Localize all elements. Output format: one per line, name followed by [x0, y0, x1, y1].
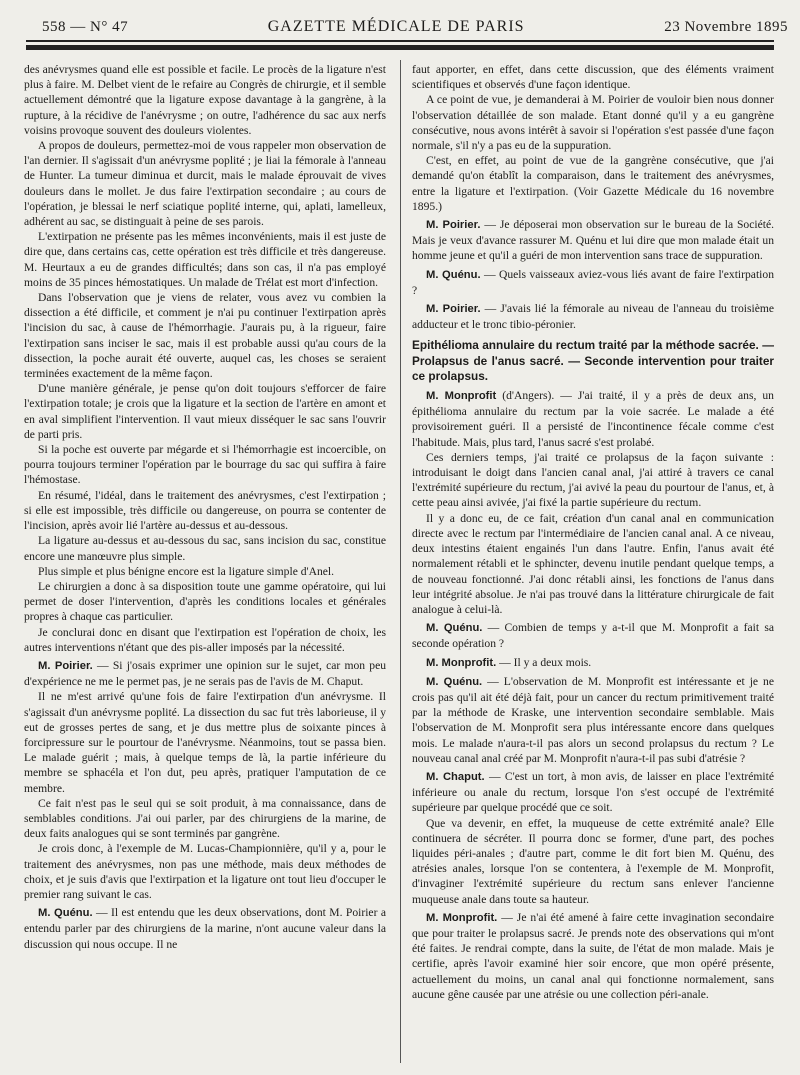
- issue-date: 23 Novembre 1895: [664, 18, 788, 35]
- speaker-name: M. Monprofit: [426, 390, 497, 403]
- paragraph: Il ne m'est arrivé qu'une fois de faire l'extirpation d'un anévrysme. Il s'agissait d'un anévrysme poplité. La dissection du sac fut très laborieuse, il y eut de grosses pertes de sang, et je dus mettre plus de soixante pinces à forcipressure sur le pourtour de l'anévrysme. Néanmoins, tout se passa bien. Le malade guérit ; mais, à quelque temps de là, la partie inférieure du membre se sphacéla et l'on dut, peu après, pratiquer l'amputation de ce membre.: [24, 690, 386, 795]
- speaker-paragraph: [412, 769, 774, 816]
- speaker-paragraph: [24, 905, 386, 952]
- speaker-name: M. Quénu.: [426, 622, 483, 635]
- speaker-paragraph: [412, 674, 774, 766]
- speaker-text: — Si j'osais exprimer une opinion sur le sujet, car mon peu d'expérience ne me le permet pas, je ne serais pas de l'avis de M. Chaput.: [24, 658, 386, 689]
- paragraph: Je crois donc, à l'exemple de M. Lucas-Championnière, qu'il y a, pour le traitement des anévrysmes, non pas une méthode, mais deux méthodes de choix, et je suis d'avis que l'extirpation et la ligature ont tout lieu d'occuper le premier rang suivant le cas.: [24, 842, 386, 901]
- speaker-text: — Je n'ai été amené à faire cette invagination secondaire que pour traiter le prolapsus sacré. Je prends note des observations qui m'ont été faites. Je rendrai compte, dans la suite, de l'état de mon malade. Mais je certifie, après l'avoir examiné hier soir encore, que mon opéré présente, actuellement du moins, un canal anal qui fonctionne normalement, sans aucune gêne causée par une atrésie ou une collection péri-anale.: [412, 910, 774, 1001]
- speaker-paragraph: [412, 301, 774, 332]
- speaker-name: M. Poirier.: [38, 659, 93, 672]
- paragraph: A ce point de vue, je demanderai à M. Poirier de vouloir bien nous donner l'observation détaillée de son malade. Etant donné qu'il y a eu gangrène consécutive, nous avons intérêt à savoir si l'opération s'est passée d'une façon normale, s'il n'y a pas eu de la suppuration.: [412, 93, 774, 153]
- paragraph: C'est, en effet, au point de vue de la gangrène consécutive, que j'ai demandé qu'on établît la comparaison, dans le traitement des anévrysmes, entre la ligature et l'extirpation. (Voir Gazette Médicale du 16 novembre 1895.): [412, 154, 774, 213]
- paragraph: Le chirurgien a donc à sa disposition toute une gamme opératoire, qui lui permet de doser l'intervention, d'après les conditions locales et générales propres à chaque cas particulier.: [24, 579, 386, 624]
- speaker-paragraph: [412, 267, 774, 298]
- paragraph: faut apporter, en effet, dans cette discussion, que des éléments vraiment scientifiques et observés d'une façon identique.: [412, 63, 774, 92]
- speaker-name: M. Quénu.: [38, 907, 93, 920]
- paragraph: A propos de douleurs, permettez-moi de vous rappeler mon observation de l'an dernier. Il s'agissait d'un anévrysme poplité ; je liai la fémorale à l'anneau de Hunter. La tumeur diminua et durcit, mais le malade éprouvait de vives douleurs dans le mollet. Je dus faire l'extirpation secondaire ; au cours de l'opération, je blessai le nerf sciatique poplité interne, qui, aplati, lamelleux, adhérent au sac, se distinguait à peine de ses parois.: [24, 139, 386, 229]
- paragraph: Que va devenir, en effet, la muqueuse de cette extrémité anale? Elle continuera de sécréter. Il pourra donc se former, d'une part, des poches liquides péri-anales ; d'autre part, comme le dit fort bien M. Quénu, des atrésies anales, lorsque l'on se contentera, à l'exemple de M. Monprofit, d'invaginer l'extrémité supérieure du rectum sans enlever l'ancienne muqueuse anale dans toute sa hauteur.: [412, 816, 774, 906]
- speaker-paragraph: [24, 658, 386, 689]
- speaker-name: M. Quénu.: [426, 268, 481, 281]
- paragraph: En résumé, l'idéal, dans le traitement des anévrysmes, c'est l'extirpation ; si elle est impossible, très difficile ou dangereuse, on pourra se contenter de l'incision, après avoir lié l'artère au-dessus et au-dessous.: [24, 488, 386, 533]
- speaker-text: (d'Angers). — J'ai traité, il y a près de deux ans, un épithélioma annulaire du rectum par la voie sacrée. Le malade a été provisoirement guéri. Il a persisté de l'incontinence fécale comme c'est l'habitude. Mais, plus tard, l'anus sacré s'est prolabé.: [412, 389, 774, 449]
- paragraph: des anévrysmes quand elle est possible et facile. Le procès de la ligature n'est plus à faire. M. Delbet vient de le refaire au Congrès de chirurgie, et il semble actuellement démontré que la ligature expose davantage à la gangrène, à la rupture, à la récidive de l'anévrysme ; on outre, l'adhérence du sac aux nerfs voisins provoque souvent des douleurs violentes.: [24, 63, 386, 137]
- paragraph: L'extirpation ne présente pas les mêmes inconvénients, mais il est juste de dire que, dans certains cas, cette opération est très difficile et très dangereuse. M. Heurtaux a eu de grandes difficultés; dans son cas, il n'a pas employé moins de 35 pinces hémostatiques. Un malade de Trélat est mort d'infection.: [24, 230, 386, 289]
- speaker-name: M. Quénu.: [426, 675, 483, 688]
- paragraph: Si la poche est ouverte par mégarde et si l'hémorrhagie est incoercible, on pourra toujours terminer l'opération par le bourrage du sac qui suffira à faire l'hémostase.: [24, 443, 386, 487]
- speaker-name: M. Monprofit.: [426, 911, 498, 924]
- section-heading: Epithélioma annulaire du rectum traité par la méthode sacrée. — Prolapsus de l'anus sacré. — Seconde intervention pour traiter ce prolapsus.: [412, 338, 774, 383]
- speaker-paragraph: [412, 620, 774, 651]
- speaker-text: — Il y a deux mois.: [496, 655, 592, 669]
- paragraph: Plus simple et plus bénigne encore est la ligature simple d'Anel.: [38, 564, 335, 578]
- speaker-paragraph: [412, 910, 774, 1002]
- speaker-text: — L'observation de M. Monprofit est intéressante et je ne crois pas qu'il ait été déjà fait, pour un cancer du rectum primitivement traité par la méthode de Kraske, une intervention secondaire semblable. Mais l'observation de M. Monprofit sera plus intéressante encore dans quelques mois. Le malade n'aura-t-il pas alors un second prolapsus du rectum ? Le nouveau canal anal créé par M. Monprofit n'aura-t-il pas subi d'atrésie ?: [412, 674, 774, 765]
- page-number: 558 — N° 47: [42, 18, 129, 35]
- speaker-paragraph: [412, 655, 774, 671]
- paragraph: D'une manière générale, je pense qu'on doit toujours s'efforcer de faire l'extirpation totale; je crois que la ligature et la section de l'artère en amont et en aval simplifient l'intervention. Il vaut mieux disséquer le sac sans l'ouvrir de parti pris.: [24, 382, 386, 441]
- speaker-name: M. Chaput.: [426, 770, 485, 783]
- speaker-text: — Il est entendu que les deux observations, dont M. Poirier a entendu parler par des chirurgiens de la marine, n'ont aucune valeur dans la discussion qui nous occupe. Il ne: [24, 906, 386, 951]
- speaker-text: — J'avais lié la fémorale au niveau de l'anneau du troisième adducteur et le tronc tibio-péronier.: [412, 302, 774, 332]
- header-rule-thin: [26, 40, 774, 42]
- paragraph: Dans l'observation que je viens de relater, vous avez vu combien la dissection a été difficile, et comment je n'ai pu continuer l'extirpation après l'incision du sac, à cause de l'hémorrhagie. J'aurais pu, à la rigueur, faire l'extirpation sans inciser le sac, mais il est probable aussi qu'au cours de la dissection, la poche aurait été ouverte, auquel cas, les choses se seraient terminées exactement de la même façon.: [24, 291, 386, 381]
- speaker-text: — Combien de temps y a-t-il que M. Monprofit a fait sa seconde opération ?: [412, 621, 774, 651]
- journal-title: GAZETTE MÉDICALE DE PARIS: [267, 18, 525, 35]
- left-column: [24, 62, 386, 1067]
- speaker-paragraph: [412, 217, 774, 264]
- speaker-text: — Je déposerai mon observation sur le bureau de la Société. Mais je veux d'avance rassurer M. Quénu et lui dire que mon malade était un homme jeune et qu'il a guéri de mon intervention sans trace de suppuration.: [412, 218, 774, 263]
- column-divider: [400, 60, 401, 1063]
- speaker-text: — Quels vaisseaux aviez-vous liés avant de faire l'extirpation ?: [412, 267, 774, 297]
- paragraph: Je conclurai donc en disant que l'extirpation est l'opération de choix, les autres interventions n'étant que des pis-aller imposés par la nécessité.: [24, 625, 386, 654]
- header-rule-thick: [26, 45, 774, 50]
- speaker-name: M. Poirier.: [426, 219, 481, 232]
- speaker-paragraph: [412, 388, 774, 450]
- speaker-name: M. Poirier.: [426, 303, 481, 316]
- speaker-text: — C'est un tort, à mon avis, de laisser en place l'extrémité inférieure ou anale du rectum, lorsque l'on s'est occupé de l'extrémité supérieure par quelque procédé que ce soit.: [412, 769, 774, 815]
- paragraph: Ces derniers temps, j'ai traité ce prolapsus de la façon suivante : introduisant le doigt dans l'ancien canal anal, j'ai attiré à travers ce canal l'extrémité supérieure du rectum, j'ai avivé la peau du pourtour de l'anus, et, à cette peau ainsi avivée, j'ai fixé la partie supérieure du rectum.: [412, 450, 774, 510]
- paragraph: Il y a donc eu, de ce fait, création d'un canal anal en communication directe avec le rectum par l'intermédiaire de l'ancien canal anal. A ce niveau, deux intestins étaient engainés l'un dans l'autre. Enfin, l'anus avait été normalement rétabli et le sphincter, devenu inutile pendant quelque temps, a de nouveau fonctionné. J'ai donc rétabli ainsi, les fonctions de l'anus dans leur intégrité absolue. Je n'ai pas trouvé dans la littérature chirurgicale de fait analogue à celui-là.: [412, 511, 774, 616]
- right-column: [412, 62, 774, 1067]
- paragraph: La ligature au-dessus et au-dessous du sac, sans incision du sac, constitue encore une manœuvre plus simple.: [24, 534, 386, 563]
- page-header: [42, 12, 788, 42]
- paragraph: Ce fait n'est pas le seul qui se soit produit, à ma connaissance, dans de semblables conditions. J'ai oui parler, par des chirurgiens de la marine, de deux faits analogues qui se sont terminés par gangrène.: [24, 796, 386, 841]
- speaker-name: M. Monprofit.: [426, 656, 497, 669]
